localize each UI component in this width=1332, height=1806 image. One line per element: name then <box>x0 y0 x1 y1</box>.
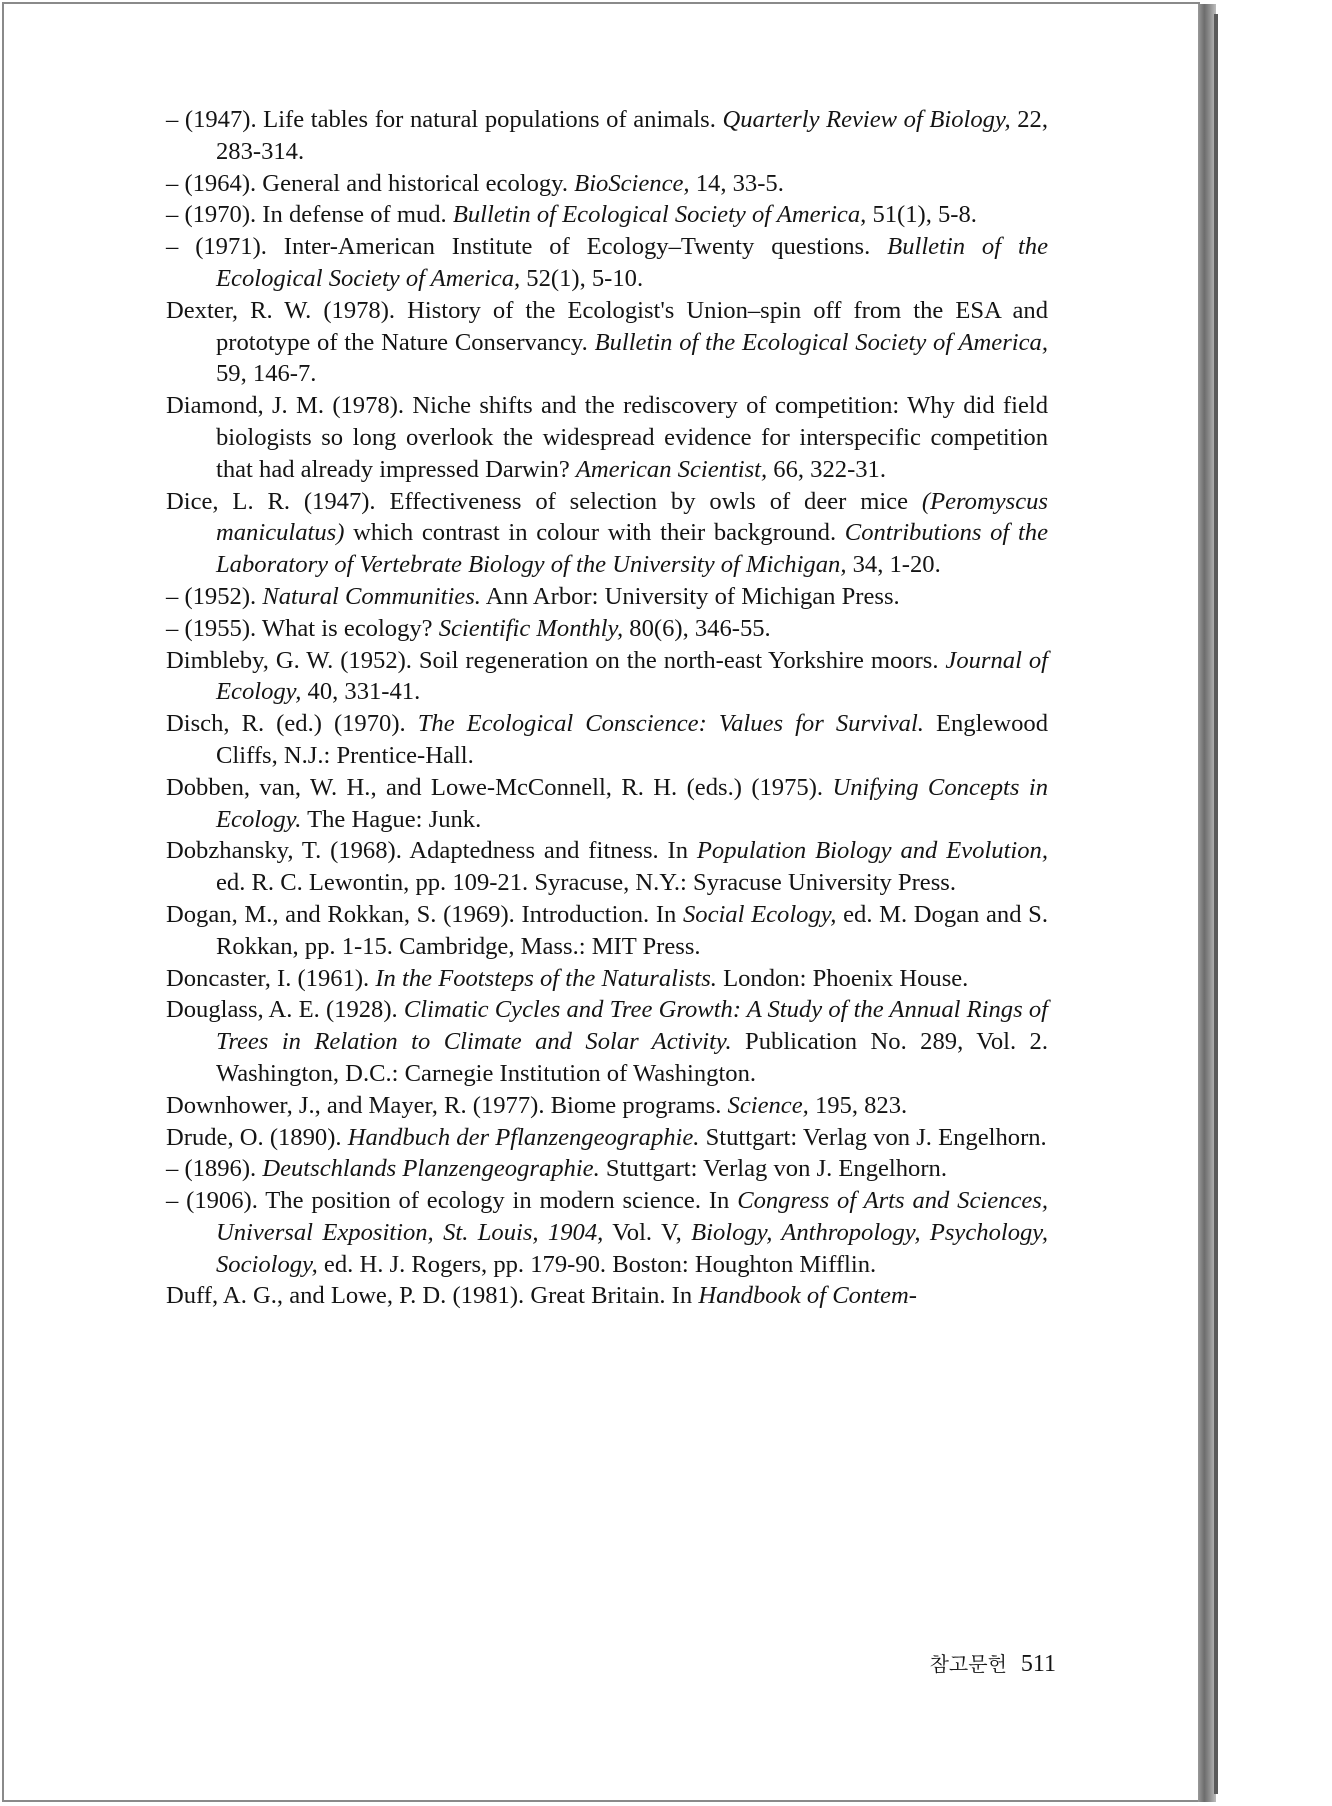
reference-text: Downhower, J., and Mayer, R. (1977). Biome programs. <box>166 1091 728 1119</box>
reference-entry <box>166 835 1048 899</box>
reference-text: 22, 283-314. <box>216 106 1049 165</box>
reference-title: BioScience, <box>574 169 690 197</box>
reference-title: The Ecological Conscience: Values for Survival. <box>417 710 924 738</box>
reference-text: Dogan, M., and Rokkan, S. (1969). Introduction. In <box>166 900 683 928</box>
reference-text: Dobben, van, W. H., and Lowe-McConnell, R. H. (eds.) (1975). <box>166 773 833 801</box>
reference-title: Contributions of the Laboratory of Vertebrate Biology of the University of Michigan, <box>216 519 1048 579</box>
reference-text: – (1947). Life tables for natural populations of animals. <box>166 106 723 133</box>
page-number: 511 <box>1020 1651 1056 1677</box>
reference-text: Doncaster, I. (1961). <box>166 964 376 992</box>
reference-text: – (1906). The position of ecology in modern science. In <box>166 1187 738 1215</box>
reference-title: Biology, Anthropology, Psychology, Sociology, <box>216 1218 1048 1278</box>
reference-text: London: Phoenix House. <box>716 964 969 992</box>
reference-text: – (1955). What is ecology? <box>166 614 439 642</box>
reference-text: Publication No. 289, Vol. 2. Washington, D.C.: Carnegie Institution of Washington. <box>216 1028 1048 1087</box>
reference-entry <box>166 963 1048 995</box>
reference-title: Bulletin of the Ecological Society of America, <box>216 233 1048 292</box>
reference-entry <box>166 168 1048 200</box>
reference-entry <box>166 645 1048 709</box>
reference-text: 80(6), 346-55. <box>623 614 771 642</box>
reference-text: 51(1), 5-8. <box>866 201 977 229</box>
reference-entry <box>166 104 1048 168</box>
reference-entry <box>166 390 1048 485</box>
reference-text: 14, 33-5. <box>689 169 784 197</box>
reference-title: Deutschlands Planzengeographie. <box>262 1155 600 1183</box>
reference-text: Dobzhansky, T. (1968). Adaptedness and fitness. In <box>166 837 697 865</box>
reference-text: 59, 146-7. <box>216 360 317 388</box>
reference-text: Stuttgart: Verlag von J. Engelhorn. <box>699 1123 1047 1151</box>
reference-title: Scientific Monthly, <box>438 614 624 642</box>
reference-title: (Peromyscus maniculatus) <box>216 487 1048 547</box>
reference-entry <box>166 994 1048 1089</box>
reference-text: Duff, A. G., and Lowe, P. D. (1981). Great Britain. In <box>166 1282 699 1310</box>
reference-text: ed. R. C. Lewontin, pp. 109-21. Syracuse, N.Y.: Syracuse University Press. <box>216 869 957 897</box>
reference-text: which contrast in colour with their background. <box>344 519 845 547</box>
reference-text: Diamond, J. M. (1978). Niche shifts and the rediscovery of competition: Why did field biologists so long overlook the widespread evidence for interspecific competition that had already impressed Darwin? <box>166 392 1048 483</box>
reference-text: ed. M. Dogan and S. Rokkan, pp. 1-15. Cambridge, Mass.: MIT Press. <box>216 900 1048 960</box>
reference-text: – (1971). Inter-American Institute of Ecology–Twenty questions. <box>166 233 888 261</box>
reference-entry <box>166 1153 1048 1185</box>
reference-title: Congress of Arts and Sciences, Universal Exposition, St. Louis, 1904, <box>216 1187 1048 1246</box>
reference-entry <box>166 231 1048 295</box>
reference-entry <box>166 199 1048 231</box>
reference-text: 34, 1-20. <box>846 551 941 579</box>
reference-text: Disch, R. (ed.) (1970). <box>166 710 418 738</box>
reference-title: Social Ecology, <box>682 900 837 928</box>
book-page <box>2 2 1200 1802</box>
reference-text: Stuttgart: Verlag von J. Engelhorn. <box>599 1155 947 1183</box>
reference-text: Vol. V, <box>603 1218 692 1246</box>
page-footer <box>884 1648 1056 1678</box>
reference-entry <box>166 581 1048 613</box>
reference-title: Unifying Concepts in Ecology. <box>216 773 1048 833</box>
reference-title: Handbuch der Pflanzengeographie. <box>347 1123 700 1151</box>
reference-text: Englewood Cliffs, N.J.: Prentice-Hall. <box>216 710 1048 769</box>
reference-text: Dice, L. R. (1947). Effectiveness of selection by owls of deer mice <box>166 487 922 515</box>
reference-entry <box>166 1185 1048 1280</box>
reference-entry <box>166 486 1048 581</box>
reference-title: Handbook of Contem- <box>698 1282 917 1310</box>
reference-list <box>166 104 1048 1312</box>
reference-title: Natural Communities. <box>262 582 481 610</box>
reference-title: Science, <box>727 1091 809 1119</box>
reference-text: 40, 331-41. <box>301 678 421 706</box>
reference-title: Journal of Ecology, <box>216 646 1048 706</box>
reference-title: Bulletin of the Ecological Society of America, <box>594 328 1048 356</box>
reference-text: – (1964). General and historical ecology. <box>166 169 575 197</box>
page-spine-edge <box>1214 14 1218 1794</box>
reference-title: American Scientist, <box>575 455 768 483</box>
reference-text: Dexter, R. W. (1978). History of the Ecologist's Union–spin off from the ESA and prototype of the Nature Conservancy. <box>166 296 1048 356</box>
reference-title: Bulletin of Ecological Society of America, <box>452 201 867 229</box>
reference-text: – (1970). In defense of mud. <box>166 201 453 229</box>
reference-title: In the Footsteps of the Naturalists. <box>375 964 717 992</box>
reference-text: – (1952). <box>166 582 263 610</box>
reference-entry <box>166 899 1048 963</box>
reference-text: Dimbleby, G. W. (1952). Soil regeneration on the north-east Yorkshire moors. <box>166 646 946 674</box>
section-title: 참고문헌 <box>929 1652 1007 1676</box>
reference-entry <box>166 1090 1048 1122</box>
reference-text: 52(1), 5-10. <box>520 264 644 292</box>
reference-title: Population Biology and Evolution, <box>696 837 1048 865</box>
reference-text: Douglass, A. E. (1928). <box>166 996 404 1024</box>
reference-entry <box>166 772 1048 836</box>
reference-text: 66, 322-31. <box>767 455 887 483</box>
reference-entry <box>166 1122 1048 1154</box>
reference-title: Quarterly Review of Biology, <box>722 106 1011 133</box>
reference-text: Ann Arbor: University of Michigan Press. <box>480 582 900 610</box>
reference-text: 195, 823. <box>808 1091 908 1119</box>
reference-entry <box>166 613 1048 645</box>
reference-text: ed. H. J. Rogers, pp. 179-90. Boston: Houghton Mifflin. <box>317 1250 877 1278</box>
reference-title: Climatic Cycles and Tree Growth: A Study of the Annual Rings of Trees in Relation to Climate and Solar Activity. <box>216 996 1048 1056</box>
reference-text: – (1896). <box>166 1155 263 1183</box>
reference-entry <box>166 1280 1048 1312</box>
reference-text: The Hague: Junk. <box>301 805 482 833</box>
reference-entry <box>166 708 1048 772</box>
reference-entry <box>166 295 1048 390</box>
reference-text: Drude, O. (1890). <box>166 1123 348 1151</box>
